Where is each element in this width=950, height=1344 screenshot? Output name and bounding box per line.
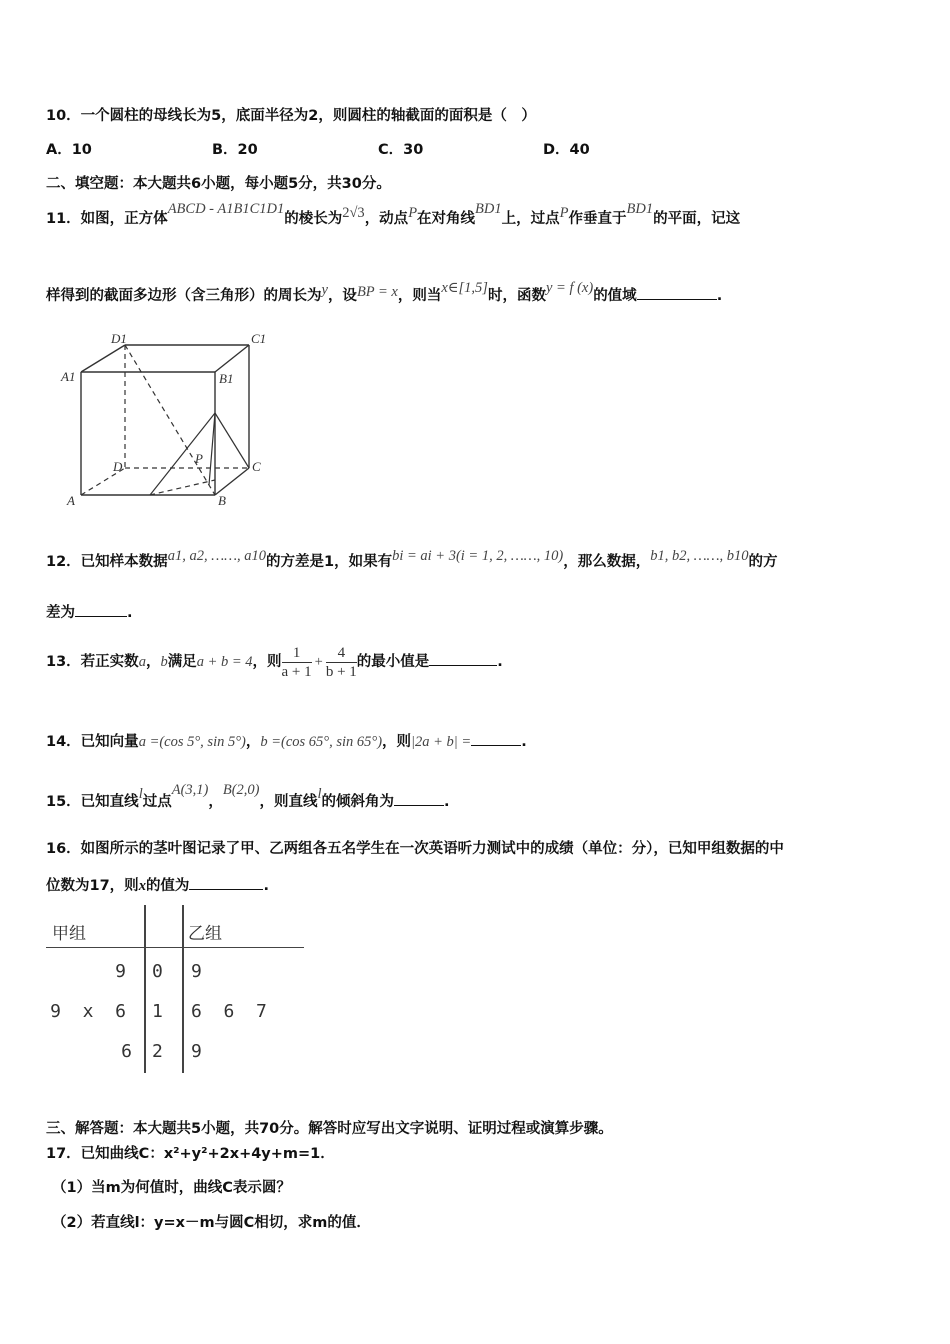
q10-option-a: A．10 (46, 142, 92, 158)
q12-line2: 差为 . (46, 605, 133, 621)
q11-line2: 样得到的截面多边形（含三角形）的周长为y，设BP = x，则当x∈[1,5]时，函数y = f (x)的值域 . (46, 280, 723, 304)
q10-option-c: C．30 (378, 142, 424, 158)
q15-answer-blank (394, 793, 444, 806)
q16-line2: 位数为17，则x的值为 . (46, 878, 269, 894)
label-a1: A1 (61, 369, 76, 384)
q17-stem: 17．已知曲线C：x²+y²+2x+4y+m=1． (46, 1146, 335, 1162)
row2-left-leaves: 9 x 6 (50, 1001, 126, 1022)
q13-fraction-2: $\frac{4}{b + 1}$ (325, 644, 357, 680)
stem-divider-right (182, 905, 184, 1073)
label-c: C (252, 459, 261, 474)
q13-answer-blank (429, 653, 497, 666)
q14-answer-blank (471, 733, 521, 746)
row1-left-leaves: 9 (115, 961, 126, 982)
q13-line: 13．若正实数a，b满足a + b = 4，则 $\frac{1}{a + 1}$ + $\frac{4}{b + 1}$ 的最小值是 . (46, 644, 503, 680)
q10-stem: 10．一个圆柱的母线长为5，底面半径为2，则圆柱的轴截面的面积是（ ） (46, 108, 536, 124)
header-rule (46, 947, 304, 948)
q14-line: 14．已知向量a =(cos 5°, sin 5°)，b =(cos 65°, sin 65°)，则|2a + b| = . (46, 734, 527, 750)
group-a-header: 甲组 (52, 924, 86, 944)
row3-left-leaves: 6 (121, 1041, 132, 1062)
label-p: P (195, 451, 203, 466)
group-b-header: 乙组 (188, 924, 222, 944)
q17-part1: （1）当m为何值时，曲线C表示圆？ (52, 1180, 291, 1196)
row2-right-leaves: 6 6 7 (191, 1001, 267, 1022)
q17-part2: （2）若直线l：y=x－m与圆C相切，求m的值． (52, 1215, 371, 1231)
label-b1: B1 (219, 371, 234, 386)
edge-a1d1 (81, 345, 125, 372)
label-d: D (113, 459, 123, 474)
row1-right-leaves: 9 (191, 961, 202, 982)
label-d1: D1 (111, 331, 127, 346)
cube-figure (55, 325, 285, 515)
section2-heading: 二、填空题：本大题共6小题，每小题5分，共30分。 (46, 176, 391, 192)
q12-line1: 12．已知样本数据a1, a2, ……, a10的方差是1，如果有bi = ai + 3(i = 1, 2, ……, 10)，那么数据，b1, b2, ……, b10的方 (46, 548, 778, 570)
q10-option-d: D．40 (543, 142, 590, 158)
q12-answer-blank (75, 604, 127, 617)
row3-stem: 2 (152, 1041, 163, 1062)
edge-bc (215, 468, 249, 495)
label-a: A (67, 493, 75, 508)
q13-fraction-1: $\frac{1}{a + 1}$ (281, 644, 312, 680)
stem-divider-left (144, 905, 146, 1073)
stem-leaf-figure (46, 905, 306, 1075)
section-edge-3 (209, 413, 215, 485)
section3-heading: 三、解答题：本大题共5小题，共70分。解答时应写出文字说明、证明过程或演算步骤。 (46, 1121, 613, 1137)
row1-stem: 0 (152, 961, 163, 982)
label-b: B (218, 493, 226, 508)
q16-answer-blank (189, 877, 263, 890)
q16-line1: 16．如图所示的茎叶图记录了甲、乙两组各五名学生在一次英语听力测试中的成绩（单位：分），已知甲组数据的中 (46, 841, 784, 857)
edge-b1c1 (215, 345, 249, 372)
diagonal-d1b (125, 345, 215, 495)
q11-line1: 11．如图，正方体ABCD - A1B1C1D1的棱长为2√3，动点P在对角线BD1上，过点P作垂直于BD1的平面，记这 (46, 201, 741, 227)
section-edge-2 (215, 413, 249, 468)
q11-answer-blank (637, 287, 717, 300)
q10-option-b: B．20 (212, 142, 258, 158)
row3-right-leaves: 9 (191, 1041, 202, 1062)
q15-line: 15．已知直线l过点A(3,1)，B(2,0)，则直线l的倾斜角为 . (46, 782, 450, 810)
label-c1: C1 (251, 331, 267, 346)
row2-stem: 1 (152, 1001, 163, 1022)
